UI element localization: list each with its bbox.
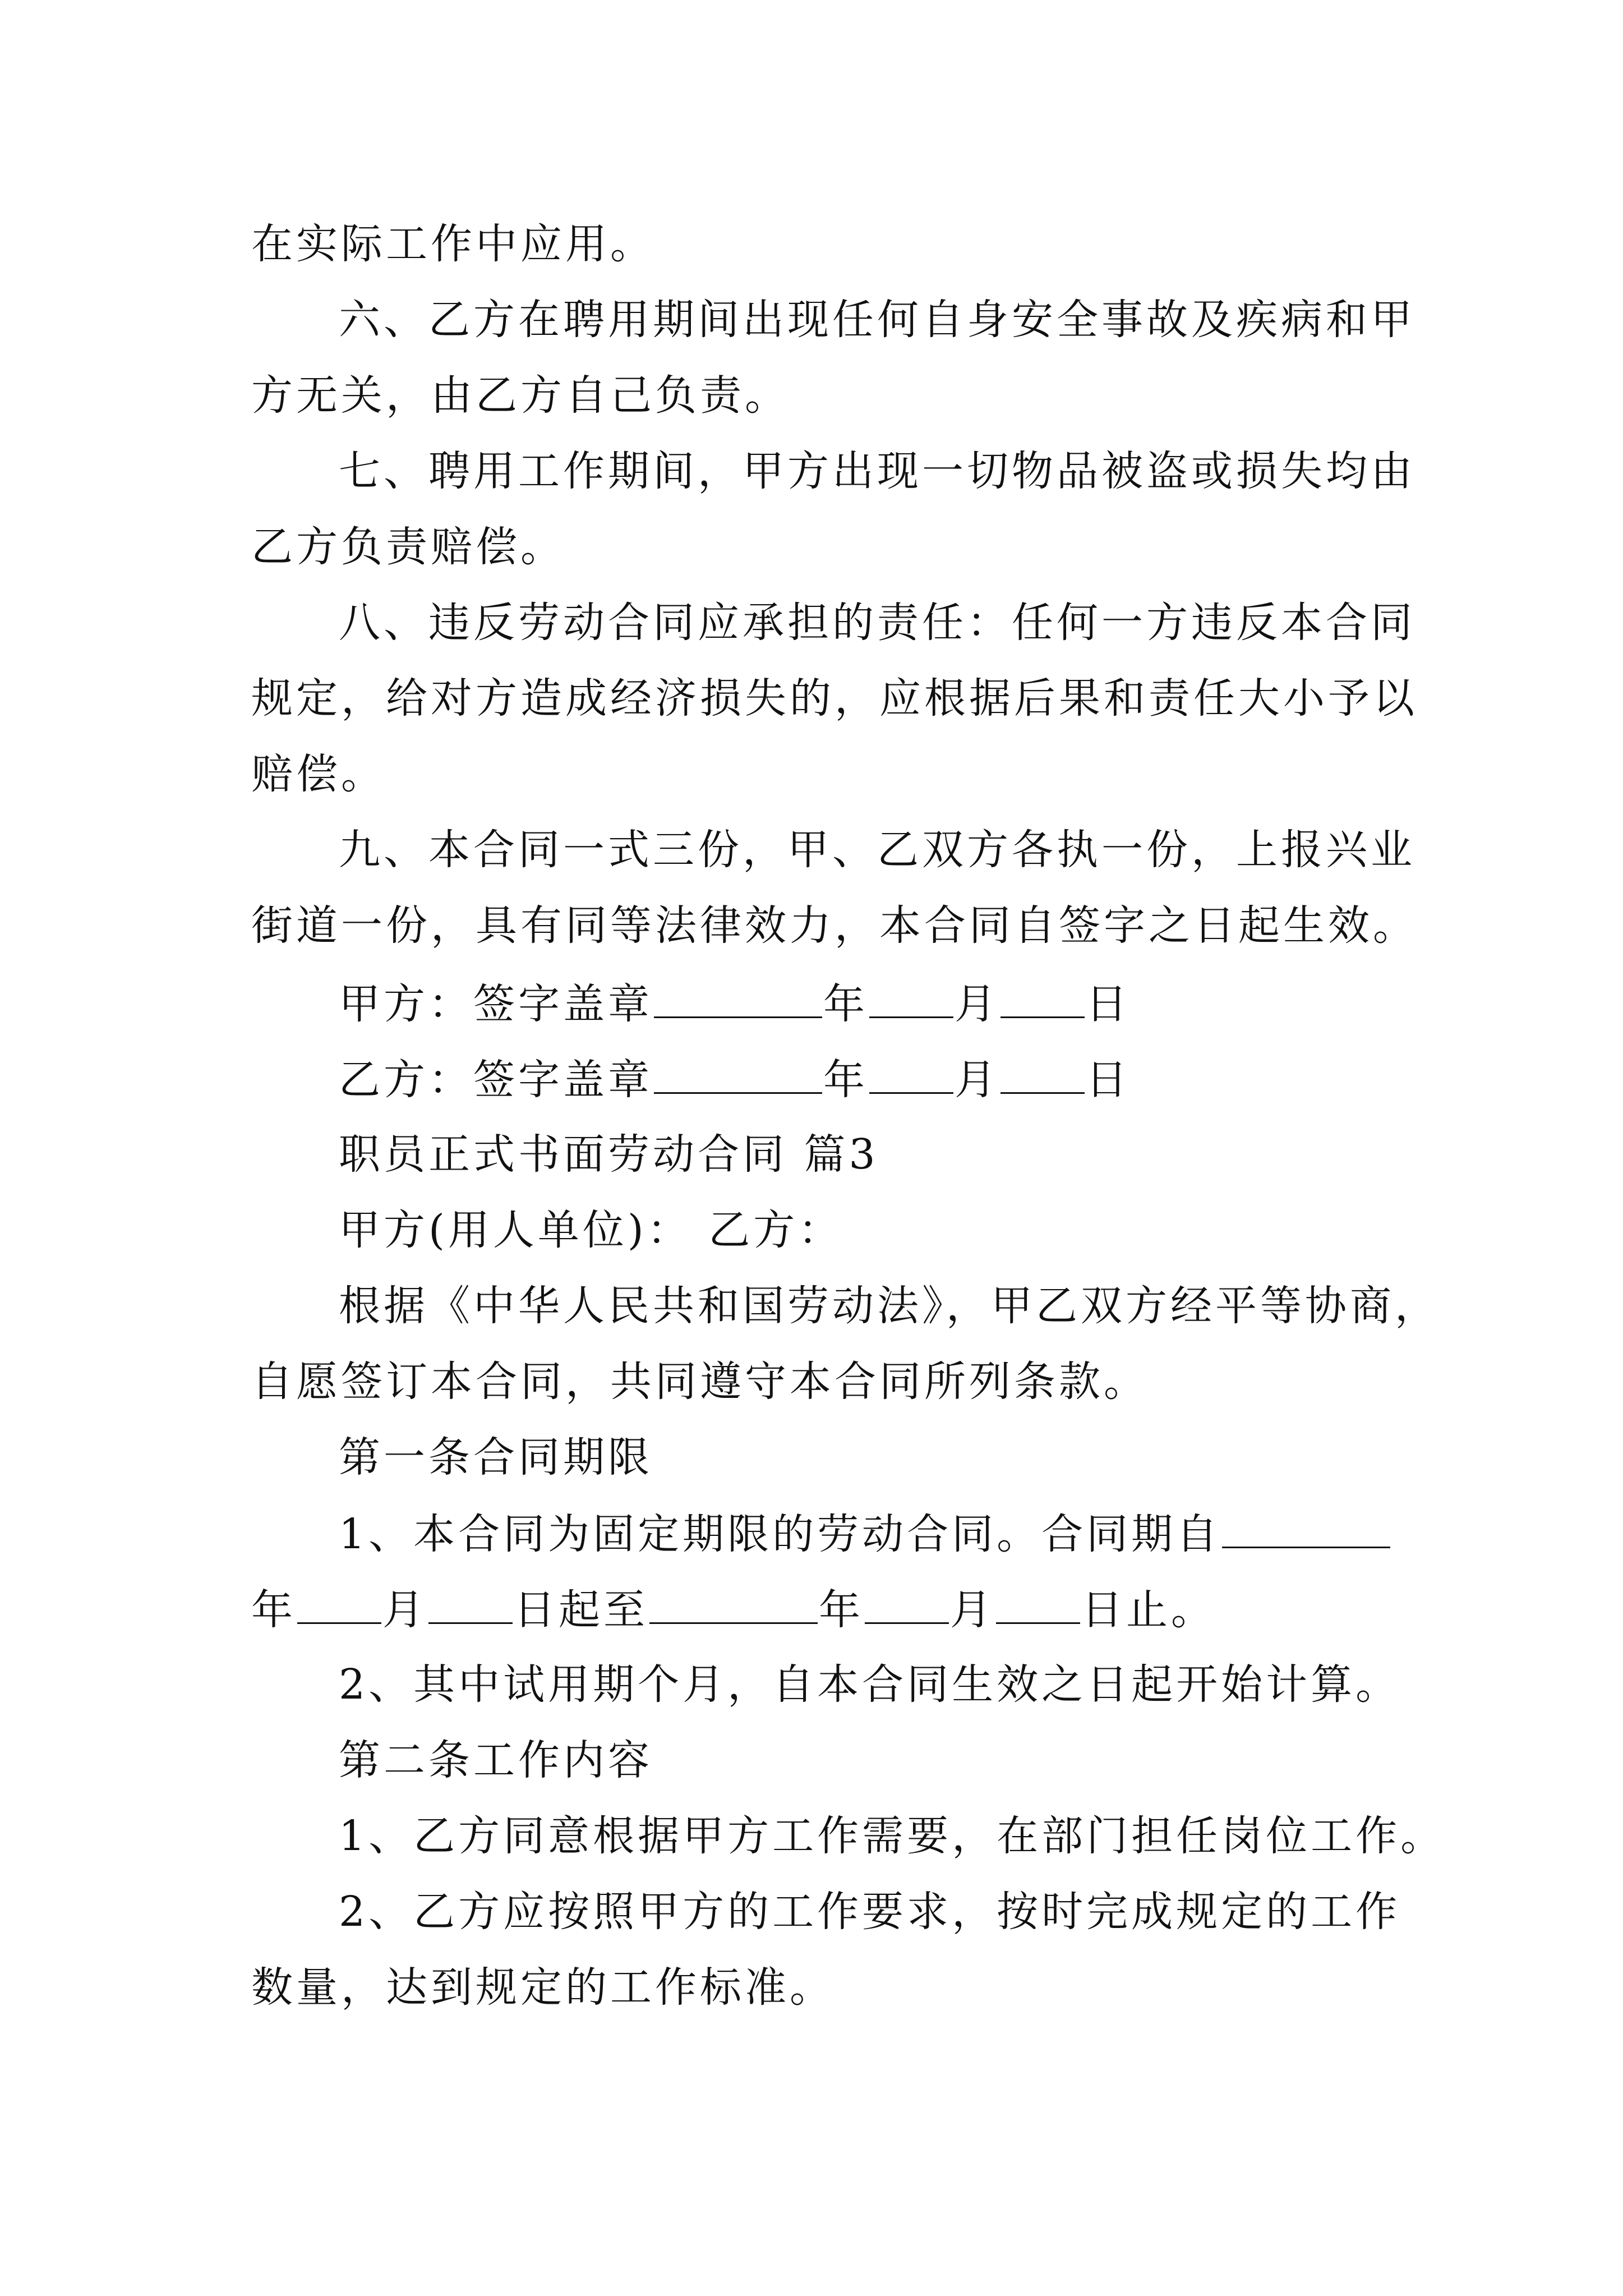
month-label: 月 [955, 980, 999, 1028]
article-2-item-2-line-1: 2、乙方应按照甲方的工作要求，按时完成规定的工作 [339, 1888, 1401, 1936]
clause-9-line-2: 街道一份，具有同等法律效力，本合同自签字之日起生效。 [251, 901, 1418, 950]
signature-blank[interactable] [654, 1051, 822, 1094]
term-text: 1、本合同为固定期限的劳动合同。合同期自 [339, 1510, 1221, 1558]
day-label: 日 [1086, 1056, 1131, 1104]
article-2-item-2-line-2: 数量，达到规定的工作标准。 [251, 1963, 834, 2012]
signature-label: 甲方：签字盖章 [339, 980, 653, 1028]
month-label: 月 [382, 1586, 427, 1634]
clause-9-line-1: 九、本合同一式三份，甲、乙双方各执一份，上报兴业 [339, 826, 1415, 874]
clause-8-line-3: 赔偿。 [251, 750, 386, 798]
signature-blank[interactable] [654, 975, 822, 1018]
month-blank[interactable] [869, 1051, 953, 1094]
clause-6-line-1: 六、乙方在聘用期间出现任何自身安全事故及疾病和甲 [339, 296, 1415, 344]
article-2-item-1: 1、乙方同意根据甲方工作需要，在部门担任岗位工作。 [339, 1812, 1446, 1860]
signature-party-a [339, 975, 1131, 1032]
section-title: 职员正式书面劳动合同 篇3 [339, 1130, 879, 1179]
day-label: 日 [1086, 980, 1131, 1028]
day-to-label: 日起至 [514, 1586, 648, 1634]
end-day-blank[interactable] [996, 1581, 1080, 1624]
article-1-item-1-line-2 [251, 1581, 1216, 1638]
start-day-blank[interactable] [428, 1581, 513, 1624]
clause-8-line-1: 八、违反劳动合同应承担的责任：任何一方违反本合同 [339, 599, 1415, 647]
year-label: 年 [823, 1056, 868, 1104]
start-month-blank[interactable] [297, 1581, 381, 1624]
article-2-title: 第二条工作内容 [339, 1736, 653, 1784]
day-blank[interactable] [1000, 1051, 1085, 1094]
month-label: 月 [955, 1056, 999, 1104]
intro-line-1: 根据《中华人民共和国劳动法》，甲乙双方经平等协商， [339, 1282, 1440, 1330]
end-year-blank[interactable] [649, 1581, 818, 1624]
article-1-item-1-line-1 [339, 1505, 1391, 1562]
year-label: 年 [251, 1586, 296, 1634]
clause-6-line-2: 方无关，由乙方自己负责。 [251, 371, 790, 420]
signature-label: 乙方：签字盖章 [339, 1056, 653, 1104]
end-month-blank[interactable] [865, 1581, 949, 1624]
month-label: 月 [950, 1586, 995, 1634]
year-label: 年 [819, 1586, 864, 1634]
text-line: 在实际工作中应用。 [251, 220, 655, 268]
day-end-label: 日止。 [1081, 1586, 1216, 1634]
clause-8-line-2: 规定，给对方造成经济损失的，应根据后果和责任大小予以 [251, 674, 1418, 723]
signature-party-b [339, 1051, 1131, 1108]
intro-line-2: 自愿签订本合同，共同遵守本合同所列条款。 [251, 1358, 1149, 1406]
article-1-title: 第一条合同期限 [339, 1433, 653, 1481]
parties-line: 甲方(用人单位)： 乙方： [339, 1206, 843, 1254]
month-blank[interactable] [869, 975, 953, 1018]
start-year-blank[interactable] [1222, 1505, 1390, 1548]
clause-7-line-1: 七、聘用工作期间，甲方出现一切物品被盗或损失均由 [339, 447, 1415, 495]
year-label: 年 [823, 980, 868, 1028]
clause-7-line-2: 乙方负责赔偿。 [251, 523, 565, 571]
day-blank[interactable] [1000, 975, 1085, 1018]
article-1-item-2: 2、其中试用期个月，自本合同生效之日起开始计算。 [339, 1660, 1401, 1709]
